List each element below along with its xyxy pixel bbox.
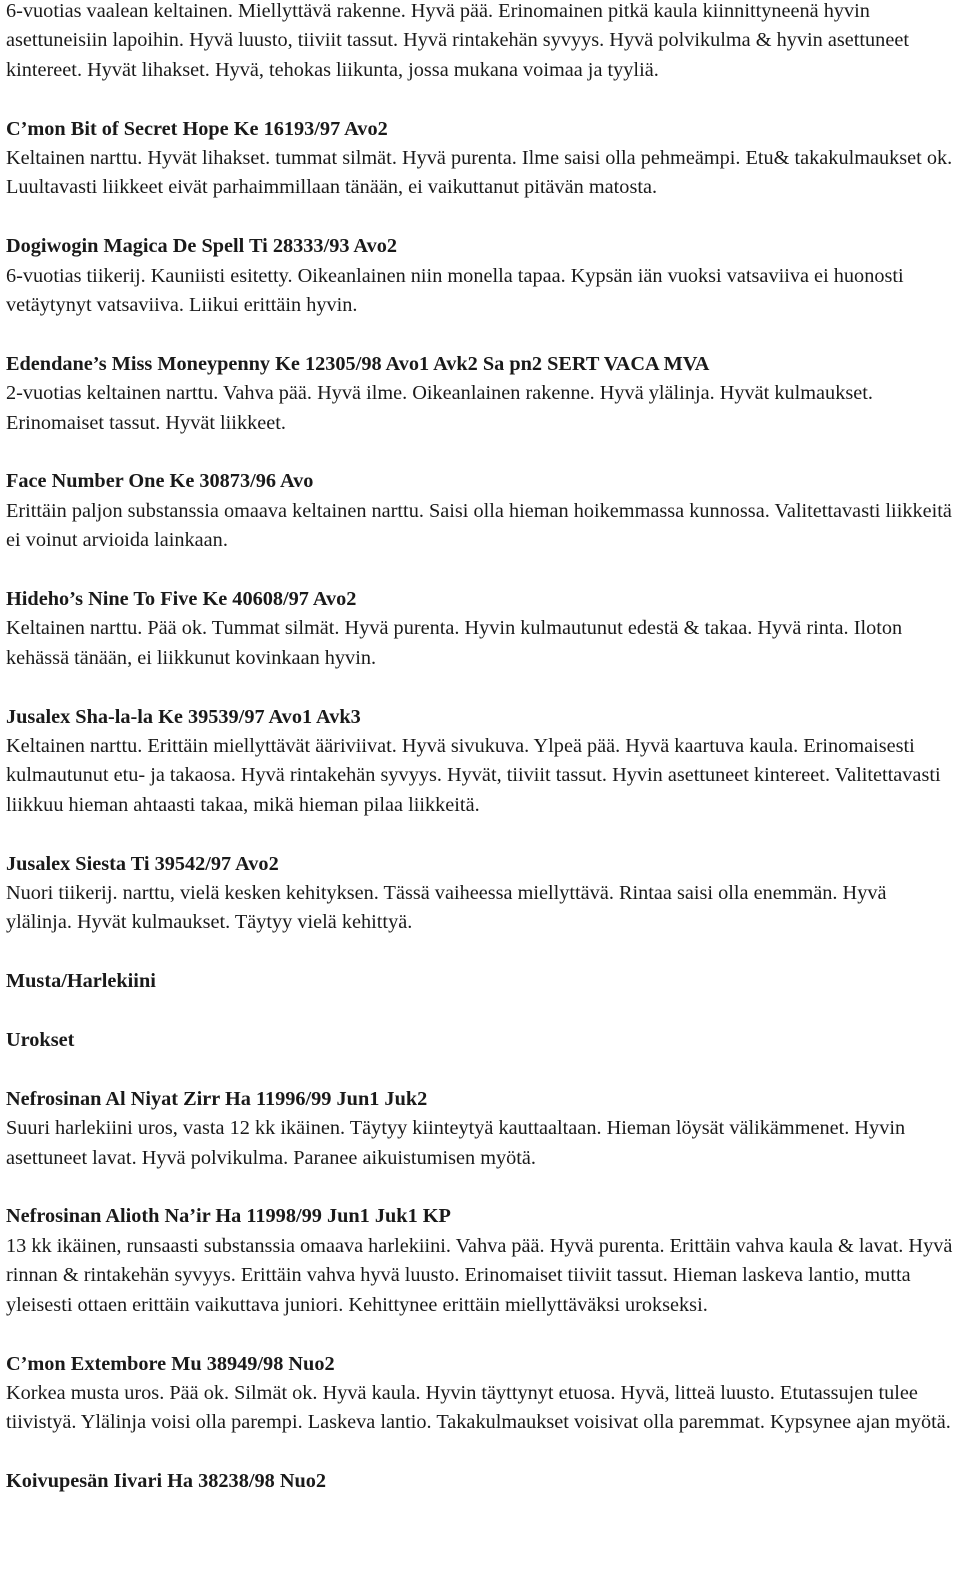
entry-title: Nefrosinan Al Niyat Zirr Ha 11996/99 Jun1 Juk2	[6, 1087, 428, 1110]
spacer	[6, 1055, 954, 1084]
entry-description: Erittäin paljon substanssia omaava keltainen narttu. Saisi olla hieman hoikemmassa kunnossa. Valitettavasti liikkeitä ei voinut arvioida lainkaan.	[6, 499, 952, 552]
entry-title: Face Number One Ke 30873/96 Avo	[6, 470, 314, 493]
entry-description: Keltainen narttu. Erittäin miellyttävät ääriviivat. Hyvä sivukuva. Ylpeä pää. Hyvä kaartuva kaula. Erinomaisesti kulmautunut etu- ja takaosa. Hyvä rintakehän syvyys. Hyvät, tiiviit tassut. Hyvin asettuneet kintereet. Valitettavasti liikkuu hieman ahtaasti takaa, mikä hieman pilaa liikkeitä.	[6, 735, 941, 816]
spacer	[6, 1320, 954, 1349]
entry-description: Keltainen narttu. Hyvät lihakset. tummat silmät. Hyvä purenta. Ilme saisi olla pehmeämpi. Etu& takakulmaukset ok. Luultavasti liikkeet eivät parhaimmillaan tänään, ei vaikuttanut pitävän matosta.	[6, 147, 953, 199]
entry-title: Jusalex Siesta Ti 39542/97 Avo2	[6, 852, 279, 875]
spacer	[6, 438, 954, 467]
spacer	[6, 820, 954, 849]
section-heading: Musta/Harlekiini	[6, 970, 156, 993]
entry-title: C’mon Bit of Secret Hope Ke 16193/97 Avo2	[6, 117, 388, 140]
section-subheading: Urokset	[6, 1029, 75, 1052]
entry-description: Keltainen narttu. Pää ok. Tummat silmät. Hyvä purenta. Hyvin kulmautunut edestä & takaa. Hyvä rinta. Iloton kehässä tänään, ei liikkunut kovinkaan hyvin.	[6, 617, 903, 669]
spacer	[6, 320, 954, 349]
spacer	[6, 203, 954, 232]
spacer	[6, 673, 954, 702]
entry-title: Dogiwogin Magica De Spell Ti 28333/93 Avo2	[6, 235, 397, 258]
entry-title: Jusalex Sha-la-la Ke 39539/97 Avo1 Avk3	[6, 705, 361, 728]
entry-description: 2-vuotias keltainen narttu. Vahva pää. Hyvä ilme. Oikeanlainen rakenne. Hyvä ylälinja. Hyvät kulmaukset. Erinomaiset tassut. Hyvät liikkeet.	[6, 382, 873, 434]
spacer	[6, 938, 954, 967]
spacer	[6, 997, 954, 1026]
spacer	[6, 1173, 954, 1202]
entry-description: Korkea musta uros. Pää ok. Silmät ok. Hyvä kaula. Hyvin täyttynyt etuosa. Hyvä, litteä luusto. Etutassujen tulee tiivistyä. Ylälinja voisi olla parempi. Laskeva lantio. Takakulmaukset voisivat olla paremmat. Kypsynee ajan myötä.	[6, 1381, 951, 1434]
document-body	[6, 0, 954, 1497]
spacer	[6, 1438, 954, 1467]
entry-description: Nuori tiikerij. narttu, vielä kesken kehityksen. Tässä vaiheessa miellyttävä. Rintaa saisi olla enemmän. Hyvä ylälinja. Hyvät kulmaukset. Täytyy vielä kehittyä.	[6, 882, 887, 934]
entry-title: Edendane’s Miss Moneypenny Ke 12305/98 Avo1 Avk2 Sa pn2 SERT VACA MVA	[6, 352, 710, 375]
entry-description: 13 kk ikäinen, runsaasti substanssia omaava harlekiini. Vahva pää. Hyvä purenta. Erittäin vahva kaula & lavat. Hyvä rinnan & rintakehän syvyys. Erittäin vahva hyvä luusto. Erinomaiset tiiviit tassut. Hieman laskeva lantio, mutta yleisesti ottaen erittäin vaikuttava juniori. Kehittynee erittäin miellyttäväksi urokseksi.	[6, 1234, 953, 1316]
spacer	[6, 556, 954, 585]
entry-description: Suuri harlekiini uros, vasta 12 kk ikäinen. Täytyy kiinteytyä kauttaaltaan. Hieman löysät välikämmenet. Hyvin asettuneet lavat. Hyvä polvikulma. Paranee aikuistumisen myötä.	[6, 1117, 906, 1169]
entry-title: C’mon Extembore Mu 38949/98 Nuo2	[6, 1352, 335, 1375]
entry-description: 6-vuotias tiikerij. Kauniisti esitetty. Oikeanlainen niin monella tapaa. Kypsän iän vuoksi vatsaviiva ei huonosti vetäytynyt vatsaviiva. Liikui erittäin hyvin.	[6, 264, 904, 317]
intro-paragraph: 6-vuotias vaalean keltainen. Miellyttävä rakenne. Hyvä pää. Erinomainen pitkä kaula kiinnittyneenä hyvin asettuneisiin lapoihin. Hyvä luusto, tiiviit tassut. Hyvä rintakehän syvyys. Hyvä polvikulma & hyvin asettuneet kintereet. Hyvät lihakset. Hyvä, tehokas liikunta, jossa mukana voimaa ja tyyliä.	[6, 0, 909, 81]
entry-title: Nefrosinan Alioth Na’ir Ha 11998/99 Jun1 Juk1 KP	[6, 1205, 451, 1228]
entry-title: Koivupesän Iivari Ha 38238/98 Nuo2	[6, 1470, 327, 1493]
spacer	[6, 85, 954, 114]
entry-title: Hideho’s Nine To Five Ke 40608/97 Avo2	[6, 588, 357, 611]
